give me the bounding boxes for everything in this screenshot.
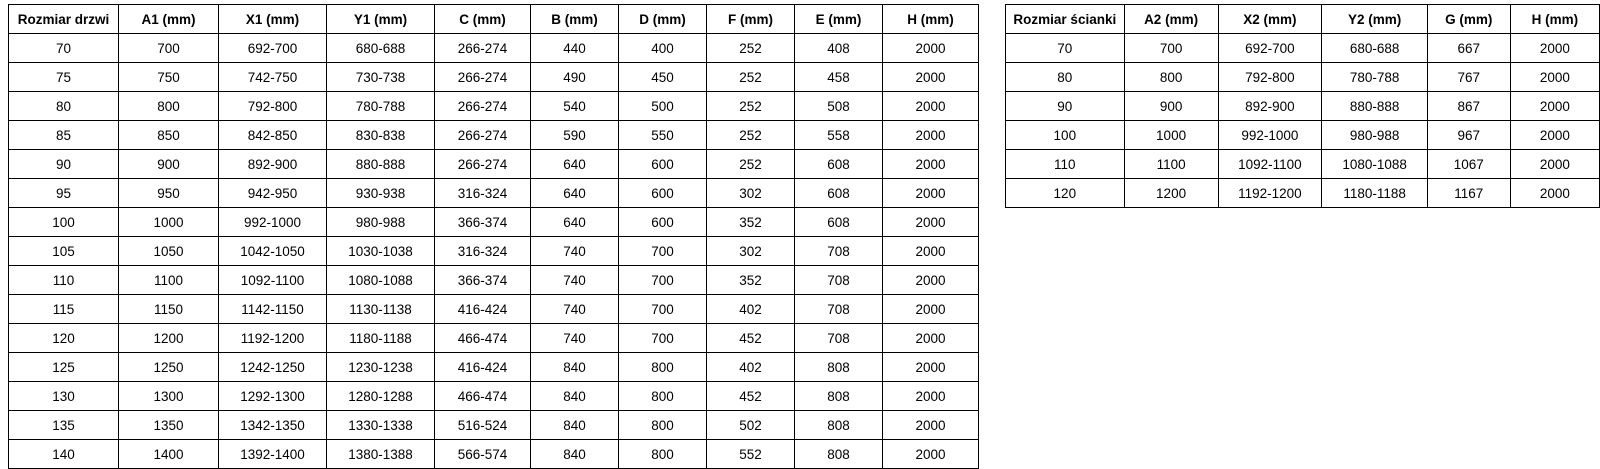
table-cell: 252 bbox=[707, 63, 795, 92]
table-cell: 302 bbox=[707, 179, 795, 208]
table-row bbox=[9, 121, 979, 150]
table-cell: 2000 bbox=[883, 121, 979, 150]
table-cell: 266-274 bbox=[435, 34, 531, 63]
table-cell: 408 bbox=[795, 34, 883, 63]
table-cell: 840 bbox=[531, 411, 619, 440]
column-header: X1 (mm) bbox=[219, 5, 327, 34]
table-cell: 590 bbox=[531, 121, 619, 150]
table-cell: 110 bbox=[9, 266, 119, 295]
table-cell: 700 bbox=[619, 237, 707, 266]
table-row bbox=[9, 382, 979, 411]
table-cell: 1380-1388 bbox=[327, 440, 435, 469]
table-cell: 316-324 bbox=[435, 179, 531, 208]
table-cell: 2000 bbox=[883, 208, 979, 237]
table-row bbox=[9, 411, 979, 440]
table-row bbox=[1006, 179, 1600, 208]
table-cell: 402 bbox=[707, 295, 795, 324]
table-cell: 95 bbox=[9, 179, 119, 208]
table-cell: 2000 bbox=[883, 63, 979, 92]
table-cell: 1080-1088 bbox=[327, 266, 435, 295]
table-cell: 85 bbox=[9, 121, 119, 150]
table-cell: 608 bbox=[795, 150, 883, 179]
table-cell: 892-900 bbox=[219, 150, 327, 179]
table-cell: 2000 bbox=[1510, 63, 1599, 92]
column-header: X2 (mm) bbox=[1218, 5, 1322, 34]
column-header: G (mm) bbox=[1427, 5, 1510, 34]
table-cell: 466-474 bbox=[435, 324, 531, 353]
table-cell: 692-700 bbox=[219, 34, 327, 63]
table-header-row bbox=[9, 5, 979, 34]
table-cell: 1142-1150 bbox=[219, 295, 327, 324]
table-cell: 750 bbox=[119, 63, 219, 92]
table-cell: 2000 bbox=[883, 324, 979, 353]
table-cell: 70 bbox=[1006, 34, 1125, 63]
table-cell: 742-750 bbox=[219, 63, 327, 92]
table-cell: 566-574 bbox=[435, 440, 531, 469]
table-cell: 740 bbox=[531, 237, 619, 266]
column-header: E (mm) bbox=[795, 5, 883, 34]
table-cell: 440 bbox=[531, 34, 619, 63]
table-cell: 700 bbox=[1124, 34, 1218, 63]
table-cell: 558 bbox=[795, 121, 883, 150]
table-cell: 800 bbox=[619, 382, 707, 411]
column-header: Rozmiar ścianki bbox=[1006, 5, 1125, 34]
table-cell: 100 bbox=[9, 208, 119, 237]
table-cell: 2000 bbox=[883, 150, 979, 179]
table-cell: 266-274 bbox=[435, 150, 531, 179]
table-cell: 980-988 bbox=[327, 208, 435, 237]
table-cell: 842-850 bbox=[219, 121, 327, 150]
table-cell: 1150 bbox=[119, 295, 219, 324]
table-cell: 316-324 bbox=[435, 237, 531, 266]
column-header: H (mm) bbox=[1510, 5, 1599, 34]
table-cell: 1342-1350 bbox=[219, 411, 327, 440]
table-row bbox=[9, 266, 979, 295]
table-cell: 80 bbox=[1006, 63, 1125, 92]
table-cell: 1180-1188 bbox=[327, 324, 435, 353]
table-cell: 808 bbox=[795, 382, 883, 411]
table-cell: 366-374 bbox=[435, 208, 531, 237]
table-cell: 2000 bbox=[883, 382, 979, 411]
table-cell: 1292-1300 bbox=[219, 382, 327, 411]
table-row bbox=[9, 92, 979, 121]
table-row bbox=[9, 324, 979, 353]
table-cell: 667 bbox=[1427, 34, 1510, 63]
table-cell: 352 bbox=[707, 208, 795, 237]
doors-dimensions-table bbox=[8, 4, 979, 469]
table-cell: 850 bbox=[119, 121, 219, 150]
column-header: F (mm) bbox=[707, 5, 795, 34]
table-cell: 552 bbox=[707, 440, 795, 469]
table-cell: 2000 bbox=[883, 440, 979, 469]
table-cell: 730-738 bbox=[327, 63, 435, 92]
table-cell: 992-1000 bbox=[219, 208, 327, 237]
table-cell: 400 bbox=[619, 34, 707, 63]
table-cell: 740 bbox=[531, 295, 619, 324]
table-cell: 1242-1250 bbox=[219, 353, 327, 382]
table-cell: 140 bbox=[9, 440, 119, 469]
table-cell: 452 bbox=[707, 324, 795, 353]
table-cell: 880-888 bbox=[327, 150, 435, 179]
table-cell: 516-524 bbox=[435, 411, 531, 440]
table-cell: 740 bbox=[531, 266, 619, 295]
table-cell: 600 bbox=[619, 150, 707, 179]
table-cell: 708 bbox=[795, 266, 883, 295]
table-cell: 70 bbox=[9, 34, 119, 63]
table-cell: 840 bbox=[531, 440, 619, 469]
table-cell: 708 bbox=[795, 295, 883, 324]
table-cell: 302 bbox=[707, 237, 795, 266]
table-row bbox=[9, 237, 979, 266]
table-cell: 502 bbox=[707, 411, 795, 440]
table-cell: 352 bbox=[707, 266, 795, 295]
table-cell: 120 bbox=[1006, 179, 1125, 208]
table-cell: 1392-1400 bbox=[219, 440, 327, 469]
table-cell: 416-424 bbox=[435, 295, 531, 324]
walls-dimensions-table bbox=[1005, 4, 1600, 208]
table-cell: 252 bbox=[707, 34, 795, 63]
table-cell: 125 bbox=[9, 353, 119, 382]
column-header: H (mm) bbox=[883, 5, 979, 34]
table-cell: 2000 bbox=[883, 266, 979, 295]
table-row bbox=[9, 295, 979, 324]
table-cell: 1030-1038 bbox=[327, 237, 435, 266]
table-cell: 930-938 bbox=[327, 179, 435, 208]
table-row bbox=[1006, 121, 1600, 150]
table-cell: 1000 bbox=[119, 208, 219, 237]
table-cell: 252 bbox=[707, 92, 795, 121]
table-cell: 1200 bbox=[119, 324, 219, 353]
table-cell: 708 bbox=[795, 237, 883, 266]
table-cell: 600 bbox=[619, 179, 707, 208]
table-cell: 608 bbox=[795, 208, 883, 237]
table-cell: 2000 bbox=[1510, 150, 1599, 179]
table-cell: 100 bbox=[1006, 121, 1125, 150]
table-row bbox=[9, 353, 979, 382]
table-cell: 500 bbox=[619, 92, 707, 121]
table-cell: 800 bbox=[619, 440, 707, 469]
table-cell: 680-688 bbox=[327, 34, 435, 63]
table-cell: 892-900 bbox=[1218, 92, 1322, 121]
table-cell: 2000 bbox=[883, 34, 979, 63]
table-cell: 640 bbox=[531, 150, 619, 179]
column-header: Rozmiar drzwi bbox=[9, 5, 119, 34]
table-row bbox=[9, 208, 979, 237]
table-row bbox=[9, 150, 979, 179]
table-cell: 1180-1188 bbox=[1322, 179, 1428, 208]
table-header-row bbox=[1006, 5, 1600, 34]
table-cell: 2000 bbox=[883, 353, 979, 382]
table-cell: 867 bbox=[1427, 92, 1510, 121]
table-cell: 450 bbox=[619, 63, 707, 92]
table-cell: 950 bbox=[119, 179, 219, 208]
column-header: C (mm) bbox=[435, 5, 531, 34]
table-cell: 800 bbox=[619, 353, 707, 382]
table-cell: 266-274 bbox=[435, 92, 531, 121]
column-header: B (mm) bbox=[531, 5, 619, 34]
table-cell: 1100 bbox=[119, 266, 219, 295]
table-row bbox=[9, 63, 979, 92]
table-cell: 452 bbox=[707, 382, 795, 411]
table-cell: 967 bbox=[1427, 121, 1510, 150]
table-cell: 2000 bbox=[883, 92, 979, 121]
table-cell: 2000 bbox=[1510, 121, 1599, 150]
table-cell: 1230-1238 bbox=[327, 353, 435, 382]
table-row bbox=[1006, 63, 1600, 92]
table-cell: 508 bbox=[795, 92, 883, 121]
table-cell: 2000 bbox=[883, 179, 979, 208]
table-cell: 1280-1288 bbox=[327, 382, 435, 411]
column-header: D (mm) bbox=[619, 5, 707, 34]
doors-dimensions-table-container bbox=[8, 4, 979, 469]
table-cell: 840 bbox=[531, 382, 619, 411]
column-header: A2 (mm) bbox=[1124, 5, 1218, 34]
table-cell: 880-888 bbox=[1322, 92, 1428, 121]
table-cell: 1400 bbox=[119, 440, 219, 469]
table-cell: 366-374 bbox=[435, 266, 531, 295]
table-cell: 458 bbox=[795, 63, 883, 92]
table-cell: 640 bbox=[531, 208, 619, 237]
column-header: Y2 (mm) bbox=[1322, 5, 1428, 34]
table-cell: 252 bbox=[707, 121, 795, 150]
table-cell: 808 bbox=[795, 411, 883, 440]
table-row bbox=[1006, 34, 1600, 63]
table-row bbox=[1006, 92, 1600, 121]
table-cell: 900 bbox=[1124, 92, 1218, 121]
table-cell: 1167 bbox=[1427, 179, 1510, 208]
table-cell: 700 bbox=[619, 266, 707, 295]
table-cell: 130 bbox=[9, 382, 119, 411]
table-cell: 1067 bbox=[1427, 150, 1510, 179]
table-cell: 75 bbox=[9, 63, 119, 92]
table-row bbox=[1006, 150, 1600, 179]
table-cell: 105 bbox=[9, 237, 119, 266]
table-cell: 640 bbox=[531, 179, 619, 208]
table-cell: 1192-1200 bbox=[219, 324, 327, 353]
table-cell: 402 bbox=[707, 353, 795, 382]
table-cell: 2000 bbox=[883, 411, 979, 440]
table-cell: 1350 bbox=[119, 411, 219, 440]
table-cell: 115 bbox=[9, 295, 119, 324]
table-cell: 266-274 bbox=[435, 63, 531, 92]
table-cell: 266-274 bbox=[435, 121, 531, 150]
table-cell: 252 bbox=[707, 150, 795, 179]
table-cell: 1250 bbox=[119, 353, 219, 382]
table-cell: 540 bbox=[531, 92, 619, 121]
table-cell: 550 bbox=[619, 121, 707, 150]
table-cell: 135 bbox=[9, 411, 119, 440]
table-row bbox=[9, 179, 979, 208]
table-cell: 780-788 bbox=[1322, 63, 1428, 92]
table-cell: 740 bbox=[531, 324, 619, 353]
table-cell: 800 bbox=[1124, 63, 1218, 92]
table-cell: 700 bbox=[119, 34, 219, 63]
table-cell: 780-788 bbox=[327, 92, 435, 121]
table-cell: 1100 bbox=[1124, 150, 1218, 179]
table-cell: 700 bbox=[619, 295, 707, 324]
table-cell: 767 bbox=[1427, 63, 1510, 92]
table-cell: 80 bbox=[9, 92, 119, 121]
table-cell: 1200 bbox=[1124, 179, 1218, 208]
table-cell: 466-474 bbox=[435, 382, 531, 411]
column-header: A1 (mm) bbox=[119, 5, 219, 34]
table-cell: 900 bbox=[119, 150, 219, 179]
table-cell: 830-838 bbox=[327, 121, 435, 150]
table-cell: 1130-1138 bbox=[327, 295, 435, 324]
table-cell: 992-1000 bbox=[1218, 121, 1322, 150]
table-cell: 980-988 bbox=[1322, 121, 1428, 150]
table-cell: 600 bbox=[619, 208, 707, 237]
table-cell: 792-800 bbox=[219, 92, 327, 121]
table-cell: 708 bbox=[795, 324, 883, 353]
table-cell: 608 bbox=[795, 179, 883, 208]
table-cell: 1330-1338 bbox=[327, 411, 435, 440]
table-cell: 490 bbox=[531, 63, 619, 92]
table-cell: 680-688 bbox=[1322, 34, 1428, 63]
table-cell: 1000 bbox=[1124, 121, 1218, 150]
table-row bbox=[9, 34, 979, 63]
table-cell: 416-424 bbox=[435, 353, 531, 382]
table-cell: 1042-1050 bbox=[219, 237, 327, 266]
table-cell: 2000 bbox=[1510, 179, 1599, 208]
table-cell: 1080-1088 bbox=[1322, 150, 1428, 179]
table-cell: 1092-1100 bbox=[1218, 150, 1322, 179]
table-cell: 800 bbox=[619, 411, 707, 440]
table-cell: 1050 bbox=[119, 237, 219, 266]
table-cell: 2000 bbox=[1510, 34, 1599, 63]
walls-dimensions-table-container bbox=[1005, 4, 1600, 208]
column-header: Y1 (mm) bbox=[327, 5, 435, 34]
table-cell: 120 bbox=[9, 324, 119, 353]
table-cell: 2000 bbox=[1510, 92, 1599, 121]
table-cell: 692-700 bbox=[1218, 34, 1322, 63]
table-cell: 2000 bbox=[883, 237, 979, 266]
table-cell: 700 bbox=[619, 324, 707, 353]
table-cell: 1300 bbox=[119, 382, 219, 411]
table-cell: 808 bbox=[795, 440, 883, 469]
table-cell: 2000 bbox=[883, 295, 979, 324]
table-cell: 90 bbox=[1006, 92, 1125, 121]
table-cell: 840 bbox=[531, 353, 619, 382]
table-cell: 110 bbox=[1006, 150, 1125, 179]
table-cell: 1092-1100 bbox=[219, 266, 327, 295]
table-cell: 1192-1200 bbox=[1218, 179, 1322, 208]
table-cell: 942-950 bbox=[219, 179, 327, 208]
table-cell: 808 bbox=[795, 353, 883, 382]
table-cell: 800 bbox=[119, 92, 219, 121]
table-cell: 90 bbox=[9, 150, 119, 179]
table-cell: 792-800 bbox=[1218, 63, 1322, 92]
table-row bbox=[9, 440, 979, 469]
